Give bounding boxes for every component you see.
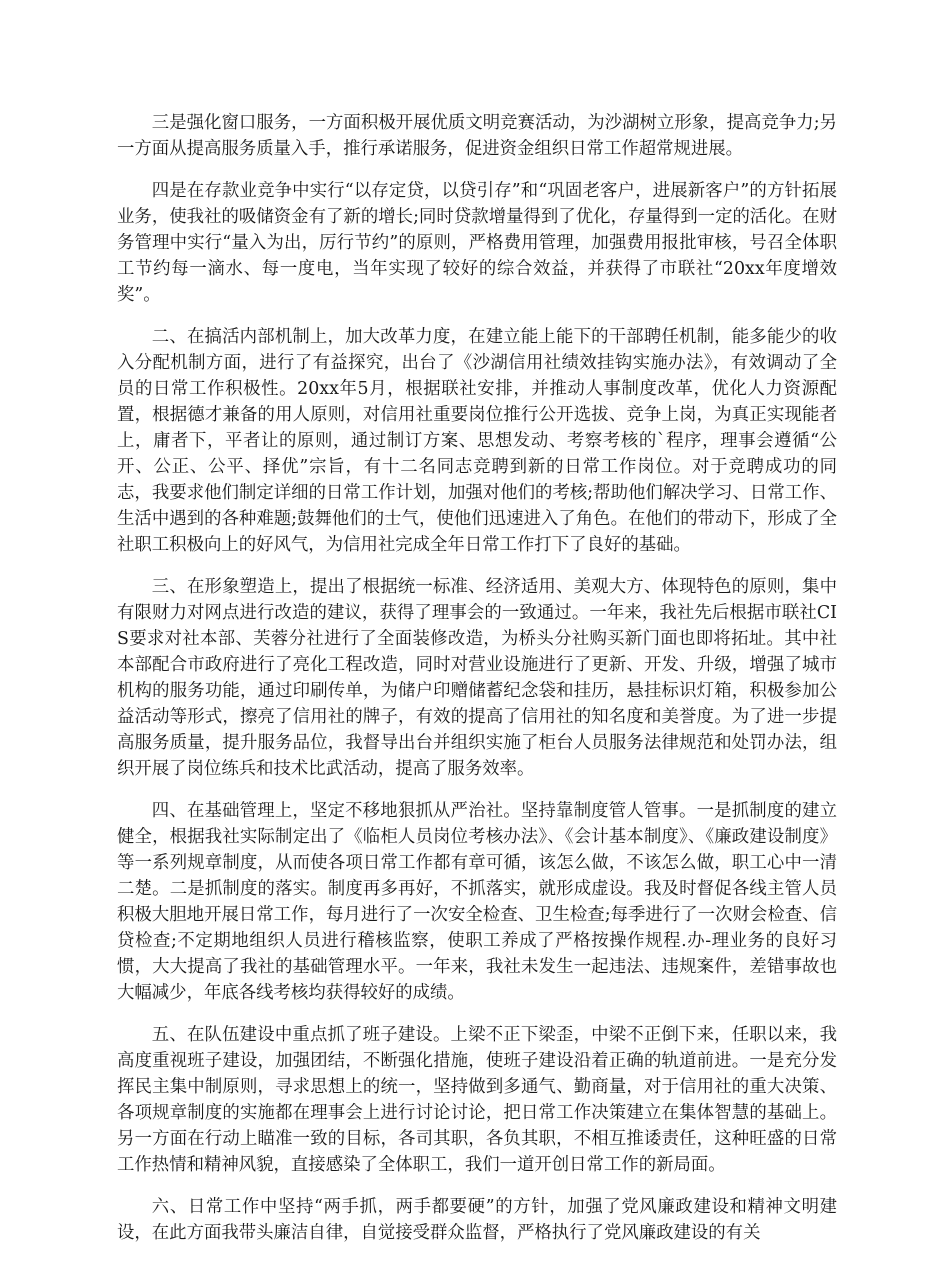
paragraph-window-service: 三是强化窗口服务，一方面积极开展优质文明竞赛活动，为沙湖树立形象，提高竞争力;另一方面从提高服务质量入手，推行承诺服务，促进资金组织日常工作超常规进展。 xyxy=(117,113,837,159)
document-body xyxy=(117,110,837,1262)
paragraph-team-building: 五、在队伍建设中重点抓了班子建设。上梁不正下梁歪，中梁不正倒下来，任职以来，我高度重视班子建设，加强团结，不断强化措施，使班子建设沿着正确的轨道前进。一是充分发挥民主集中制原则，寻求思想上的统一，坚持做到多通气、勤商量，对于信用社的重大决策、各项规章制度的实施都在理事会上进行讨论讨论，把日常工作决策建立在集体智慧的基础上。另一方面在行动上瞄准一致的目标，各司其职，各负其职，不相互推诿责任，这种旺盛的日常工作热情和精神风貌，直接感染了全体职工，我们一道开创日常工作的新局面。 xyxy=(117,1025,837,1175)
paragraph-image-building: 三、在形象塑造上，提出了根据统一标准、经济适用、美观大方、体现特色的原则，集中有限财力对网点进行改造的建议，获得了理事会的一致通过。一年来，我社先后根据市联社CIS要求对社本部、芙蓉分社进行了全面装修改造，为桥头分社购买新门面也即将拓址。其中社本部配合市政府进行了亮化工程改造，同时对营业设施进行了更新、开发、升级，增强了城市机构的服务功能，通过印刷传单，为储户印赠储蓄纪念袋和挂历，悬挂标识灯箱，积极参加公益活动等形式，擦亮了信用社的牌子，有效的提高了信用社的知名度和美誉度。为了进一步提高服务质量，提升服务品位，我督导出台并组织实施了柜台人员服务法律规范和处罚办法，组织开展了岗位练兵和技术比武活动，提高了服务效率。 xyxy=(117,577,837,779)
paragraph-deposit-competition: 四是在存款业竞争中实行“以存定贷，以贷引存”和“巩固老客户，进展新客户”的方针拓展业务，使我社的吸储资金有了新的增长;同时贷款增量得到了优化，存量得到一定的活化。在财务管理中实行“量入为出，厉行节约”的原则，严格费用管理，加强费用报批审核，号召全体职工节约每一滴水、每一度电，当年实现了较好的综合效益，并获得了市联社“20xx年度增效奖”。 xyxy=(117,181,837,305)
paragraph-party-conduct: 六、日常工作中坚持“两手抓，两手都要硬”的方针，加强了党风廉政建设和精神文明建设，在此方面我带头廉洁自律，自觉接受群众监督，严格执行了党风廉政建设的有关 xyxy=(117,1197,837,1243)
paragraph-basic-management: 四、在基础管理上，坚定不移地狠抓从严治社。坚持靠制度管人管事。一是抓制度的建立健全，根据我社实际制定出了《临柜人员岗位考核办法》、《会计基本制度》、《廉政建设制度》等一系列规章制度，从而使各项日常工作都有章可循，该怎么做，不该怎么做，职工心中一清二楚。二是抓制度的落实。制度再多再好，不抓落实，就形成虚设。我及时督促各线主管人员积极大胆地开展日常工作，每月进行了一次安全检查、卫生检查;每季进行了一次财会检查、信贷检查;不定期地组织人员进行稽核监察，使职工养成了严格按操作规程.办-理业务的良好习惯，大大提高了我社的基础管理水平。一年来，我社未发生一起违法、违规案件，差错事故也大幅减少，年底各线考核均获得较好的成绩。 xyxy=(117,801,837,1003)
paragraph-internal-mechanism: 二、在搞活内部机制上，加大改革力度，在建立能上能下的干部聘任机制，能多能少的收入分配机制方面，进行了有益探究，出台了《沙湖信用社绩效挂钩实施办法》，有效调动了全员的日常工作积极性。20xx年5月，根据联社安排，并推动人事制度改革，优化人力资源配置，根据德才兼备的用人原则，对信用社重要岗位推行公开选拔、竞争上岗，为真正实现能者上，庸者下，平者让的原则，通过制订方案、思想发动、考察考核的`程序，理事会遵循“公开、公正、公平、择优”宗旨，有十二名同志竞聘到新的日常工作岗位。对于竞聘成功的同志，我要求他们制定详细的日常工作计划，加强对他们的考核;帮助他们解决学习、日常工作、生活中遇到的各种难题;鼓舞他们的士气，使他们迅速进入了角色。在他们的带动下，形成了全社职工积极向上的好风气，为信用社完成全年日常工作打下了良好的基础。 xyxy=(117,327,837,555)
